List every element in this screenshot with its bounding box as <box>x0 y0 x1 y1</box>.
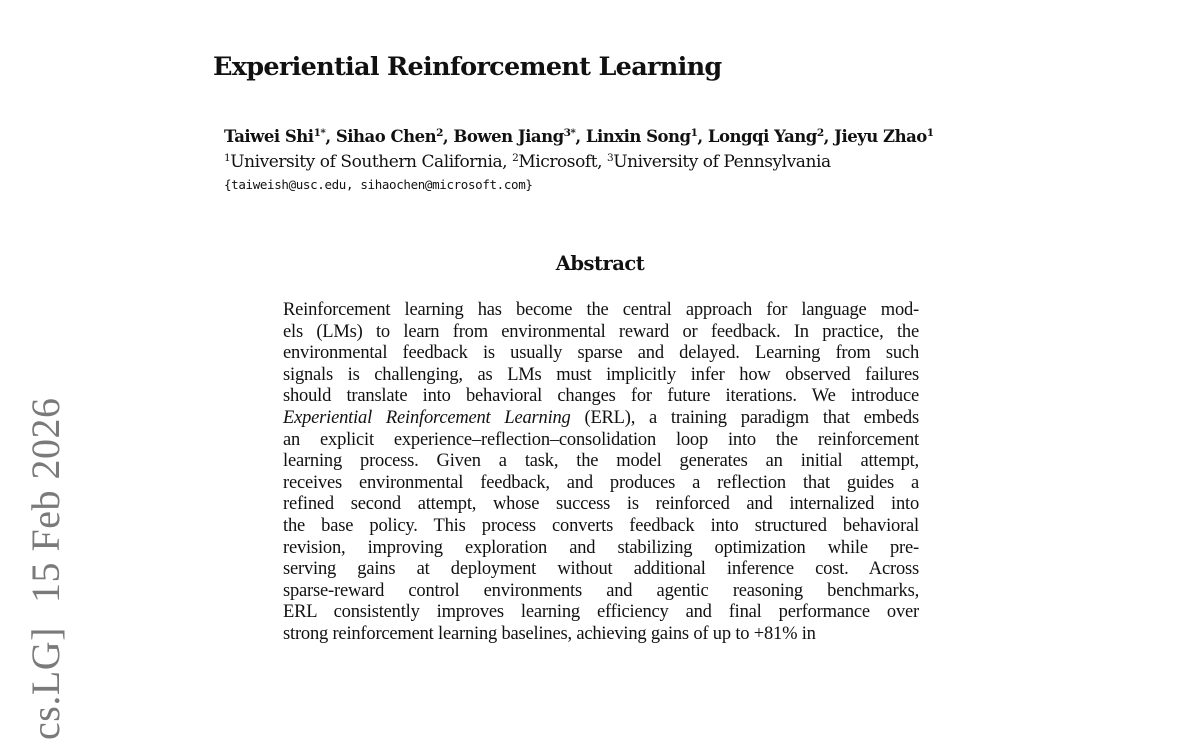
author-affiliation-mark: 2 <box>436 127 443 139</box>
abstract-line <box>283 581 919 603</box>
abstract-heading: Abstract <box>555 252 645 275</box>
author-name: Jieyu Zhao <box>834 127 927 146</box>
affiliation-number: 2 <box>512 152 519 164</box>
abstract-emphasis: Experiential Reinforcement Learning <box>283 407 571 428</box>
arxiv-side-stamp <box>23 397 68 740</box>
abstract-line <box>283 559 919 581</box>
author-name: Taiwei Shi <box>224 127 314 146</box>
author-name: Sihao Chen <box>335 127 437 146</box>
author-name: Linxin Song <box>585 127 691 146</box>
abstract-text: Reinforcement learning has become the central approach for language mod- <box>283 300 919 320</box>
abstract-text: revision, improving exploration and stabilizing optimization while pre- <box>283 537 919 558</box>
abstract-text: refined second attempt, whose success is reinforced and internalized into <box>283 494 919 515</box>
abstract-text: serving gains at deployment without additional inference cost. Across <box>283 559 919 580</box>
contact-emails: {taiweish@usc.edu, sihaochen@microsoft.com} <box>224 177 533 192</box>
abstract-text: an explicit experience–reflection–consolidation loop into the reinforcement <box>283 429 919 450</box>
author-separator: , <box>325 127 336 146</box>
abstract-line <box>283 538 919 560</box>
author-separator: , <box>697 127 708 146</box>
abstract-line <box>283 494 919 516</box>
affiliation-name: Microsoft <box>518 152 598 172</box>
author-separator: , <box>575 127 586 146</box>
abstract-text: receives environmental feedback, and produces a reflection that guides a <box>283 472 919 493</box>
abstract-text: ERL consistently improves learning efficiency and final performance over <box>283 602 919 623</box>
affiliation-number: 3 <box>607 152 614 164</box>
abstract-text: the base policy. This process converts feedback into structured behavioral <box>283 515 919 536</box>
abstract-text: els (LMs) to learn from environmental reward or feedback. In practice, the <box>283 321 919 342</box>
abstract-line <box>283 408 919 430</box>
author-affiliation-mark: 1 <box>690 127 698 139</box>
author-affiliation-mark: 1* <box>313 127 326 139</box>
abstract-line <box>283 624 919 646</box>
arxiv-category: cs.LG] <box>23 627 68 740</box>
affiliation-list <box>224 152 831 172</box>
abstract-line <box>283 365 919 387</box>
abstract-line <box>283 322 919 344</box>
affiliation-number: 1 <box>224 152 231 164</box>
abstract-body <box>283 300 919 646</box>
abstract-text: strong reinforcement learning baselines, achieving gains of up to +81% in <box>283 623 816 644</box>
affiliation-name: University of Southern California <box>230 152 503 172</box>
affiliation-separator: , <box>502 152 513 172</box>
abstract-line <box>283 516 919 538</box>
author-name: Bowen Jiang <box>453 127 564 146</box>
abstract-line <box>283 343 919 365</box>
abstract-text: (ERL), a training paradigm that embeds <box>570 407 919 428</box>
abstract-line <box>283 386 919 408</box>
abstract-text: sparse-reward control environments and agentic reasoning benchmarks, <box>283 580 919 601</box>
author-separator: , <box>442 127 454 146</box>
author-name: Longqi Yang <box>707 127 817 146</box>
affiliation-name: University of Pennsylvania <box>613 152 831 172</box>
abstract-text: learning process. Given a task, the model generates an initial attempt, <box>283 451 919 472</box>
abstract-line <box>283 451 919 473</box>
arxiv-date: 15 Feb 2026 <box>23 397 68 604</box>
abstract-line <box>283 300 919 322</box>
paper-title: Experiential Reinforcement Learning <box>213 52 722 82</box>
abstract-text: should translate into behavioral changes for future iterations. We introduce <box>283 386 919 407</box>
abstract-line <box>283 430 919 452</box>
author-separator: , <box>823 127 835 146</box>
author-affiliation-mark: 2 <box>816 127 824 139</box>
author-affiliation-mark: 3* <box>563 127 576 139</box>
author-affiliation-mark: 1 <box>926 127 934 139</box>
abstract-text: environmental feedback is usually sparse and delayed. Learning from such <box>283 343 919 364</box>
abstract-line <box>283 473 919 495</box>
abstract-text: signals is challenging, as LMs must implicitly infer how observed failures <box>283 364 919 385</box>
author-list <box>224 127 934 146</box>
affiliation-separator: , <box>597 152 608 172</box>
abstract-line <box>283 602 919 624</box>
